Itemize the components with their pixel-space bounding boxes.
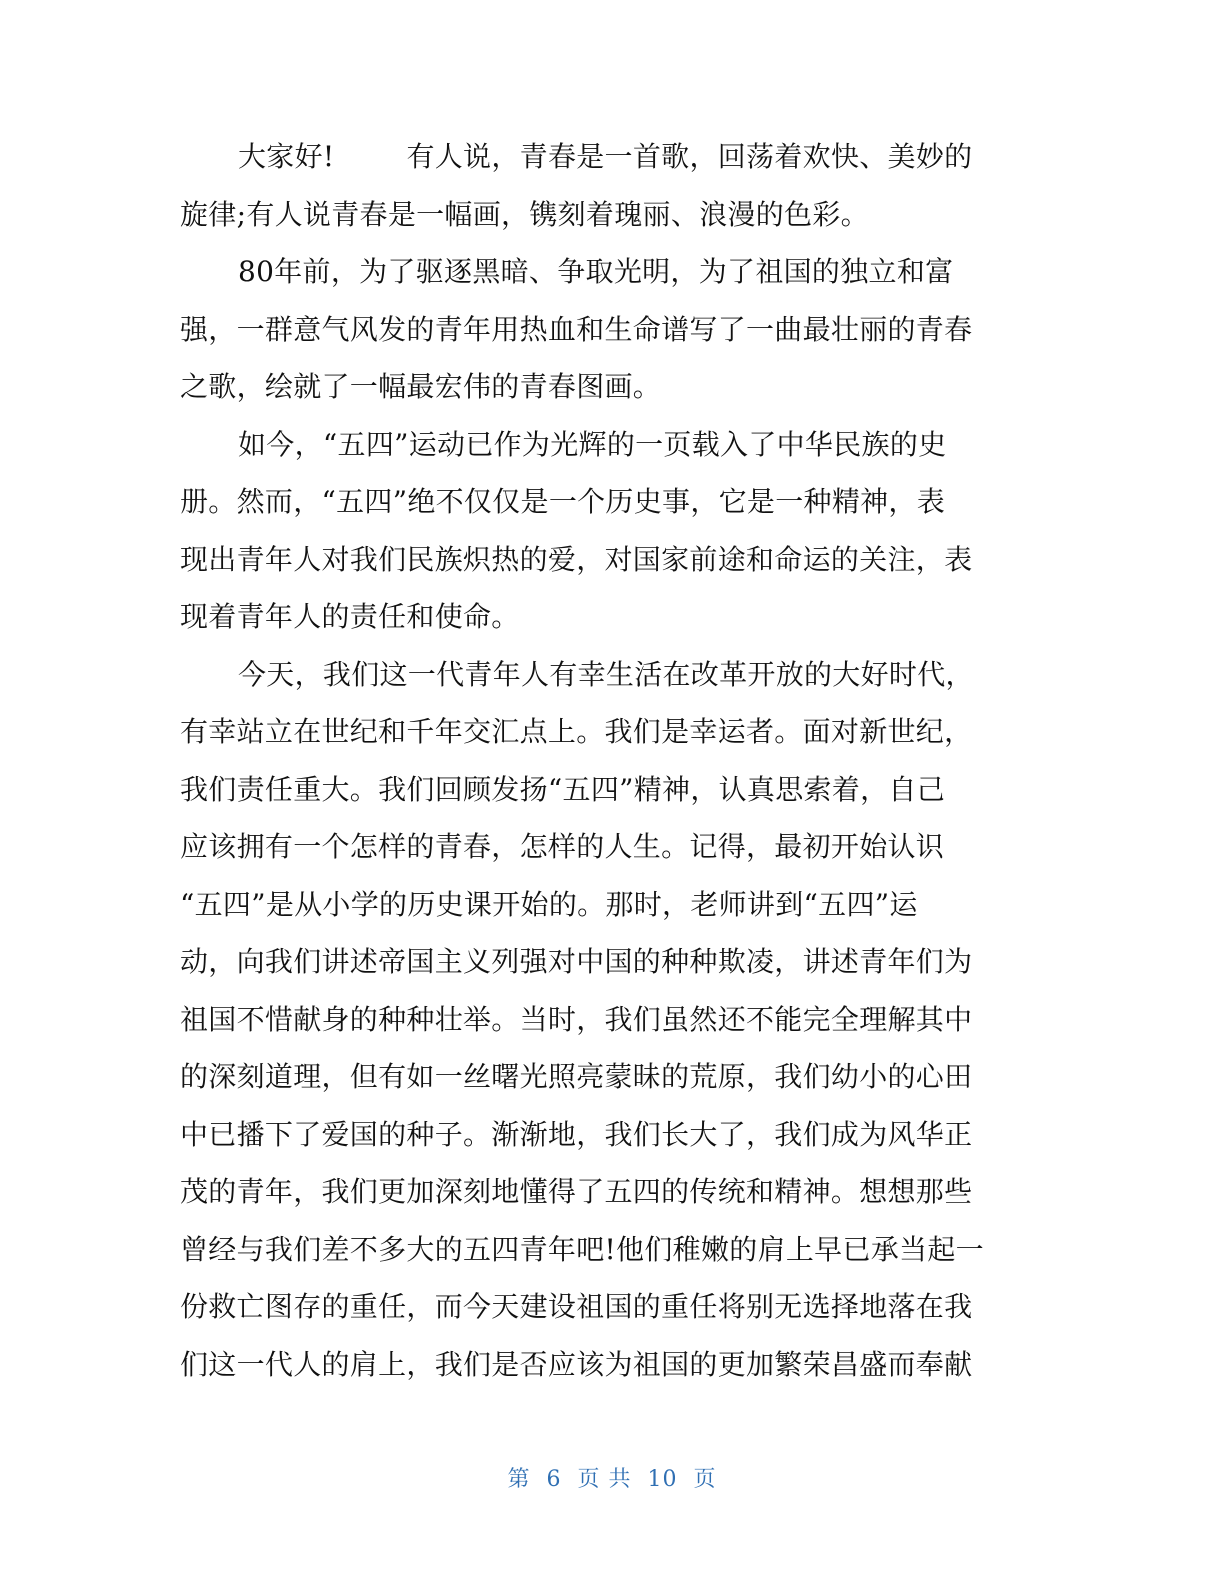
page-number-footer: [0, 1462, 1224, 1493]
page-label-prefix: 第: [507, 1467, 531, 1492]
text-line: 80年前，为了驱逐黑暗、争取光明，为了祖国的独立和富: [238, 255, 954, 288]
greeting: 大家好!: [238, 140, 335, 173]
text-line: 动，向我们讲述帝国主义列强对中国的种种欺凌，讲述青年们为: [180, 945, 973, 978]
text-line: 中已播下了爱国的种子。渐渐地，我们长大了，我们成为风华正: [180, 1117, 973, 1151]
text-line: 我们责任重大。我们回顾发扬“五四”精神，认真思索着，自己: [180, 772, 946, 806]
text-line: 旋律;有人说青春是一幅画，镌刻着瑰丽、浪漫的色彩。: [180, 197, 869, 231]
page-label-suffix: 页: [693, 1467, 717, 1492]
text-line: 现出青年人对我们民族炽热的爱，对国家前途和命运的关注，表: [180, 542, 973, 576]
text-segment: 有人说，青春是一首歌，回荡着欢快、美妙的: [406, 140, 973, 173]
text-line: 有幸站立在世纪和千年交汇点上。我们是幸运者。面对新世纪，: [180, 715, 973, 748]
text-line: 册。然而，“五四”绝不仅仅是一个历史事，它是一种精神，表: [180, 485, 946, 518]
current-page-number: 6: [546, 1467, 562, 1492]
text-line: 茂的青年，我们更加深刻地懂得了五四的传统和精神。想想那些: [180, 1175, 973, 1208]
text-line: 祖国不惜献身的种种壮举。当时，我们虽然还不能完全理解其中: [180, 1002, 973, 1036]
document-body: [180, 128, 1026, 1393]
text-line: 的深刻道理，但有如一丝曙光照亮蒙昧的荒原，我们幼小的心田: [180, 1060, 973, 1093]
text-line: “五四”是从小学的历史课开始的。那时，老师讲到“五四”运: [180, 887, 918, 921]
text-line: 之歌，绘就了一幅最宏伟的青春图画。: [180, 370, 662, 403]
text-line: 现着青年人的责任和使命。: [180, 600, 520, 633]
text-line: [180, 128, 1026, 186]
text-line: 今天，我们这一代青年人有幸生活在改革开放的大好时代，: [238, 657, 974, 691]
page-label-middle: 页 共: [577, 1467, 632, 1492]
text-line: 曾经与我们差不多大的五四青年吧!他们稚嫩的肩上早已承当起一: [180, 1232, 984, 1266]
text-line: 们这一代人的肩上，我们是否应该为祖国的更加繁荣昌盛而奉献: [180, 1347, 973, 1381]
text-line: 应该拥有一个怎样的青春，怎样的人生。记得，最初开始认识: [180, 830, 945, 863]
text-line: 份救亡图存的重任，而今天建设祖国的重任将别无选择地落在我: [180, 1290, 973, 1323]
total-page-count: 10: [647, 1467, 678, 1492]
text-line: 如今，“五四”运动已作为光辉的一页载入了中华民族的史: [238, 427, 947, 461]
text-line: 强，一群意气风发的青年用热血和生命谱写了一曲最壮丽的青春: [180, 312, 973, 346]
